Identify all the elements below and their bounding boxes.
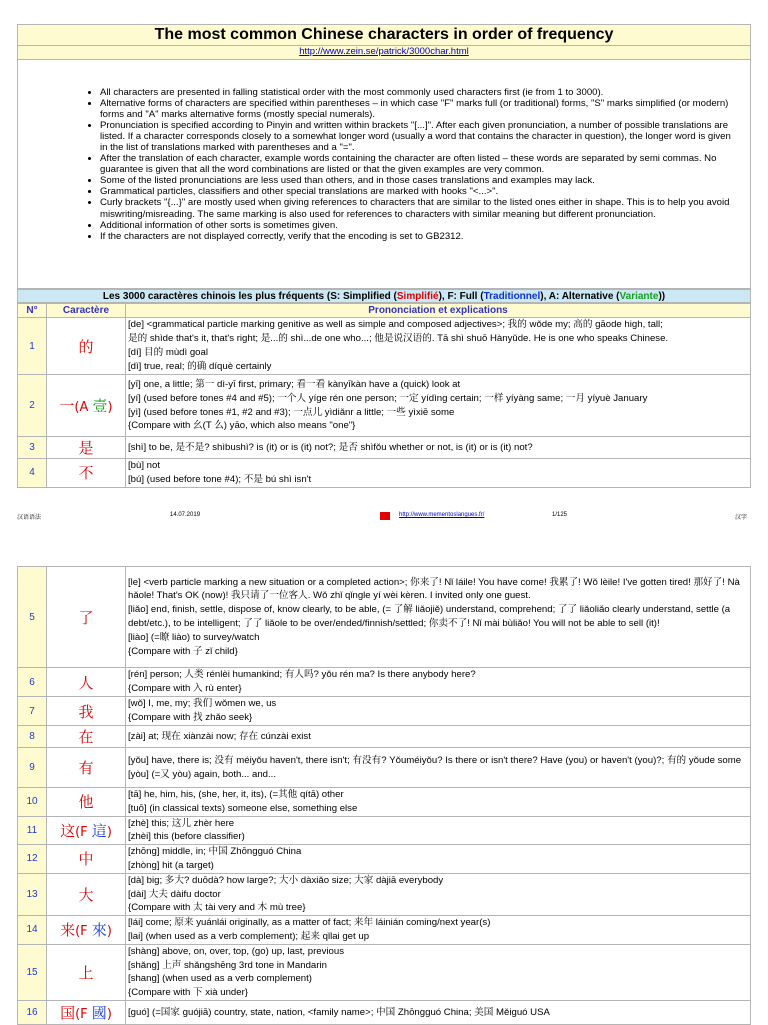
alt-form-close: ) — [106, 924, 112, 940]
row-character: 人 — [78, 673, 94, 692]
definition-line: {Compare with 子 zǐ child} — [128, 645, 238, 657]
definition-line: [bù] not — [128, 460, 161, 471]
definition-line: {Compare with 太 tài very and 木 mù tree} — [128, 902, 306, 914]
title-bar — [17, 24, 751, 60]
row-definition — [126, 459, 751, 488]
row-character: 的 — [78, 337, 94, 356]
definition-line: [zhòng] hit (a target) — [128, 859, 214, 871]
row-character-cell — [47, 816, 126, 845]
table-row — [18, 697, 751, 726]
table-row — [18, 845, 751, 874]
row-definition — [126, 1000, 751, 1024]
alt-form-close: ) — [106, 824, 112, 840]
definition-line: [zhōng] middle, in; 中国 Zhōngguó China — [128, 846, 302, 858]
page-footer — [17, 510, 751, 524]
row-character: 大 — [78, 885, 94, 904]
table-row — [18, 668, 751, 697]
definition-line: [lái] come; 原来 yuánlái originally, as a matter of fact; 来年 láinián coming/next year(s) — [128, 917, 491, 929]
table-row — [18, 944, 751, 1000]
table-page-1 — [17, 303, 751, 488]
table-row — [18, 916, 751, 945]
table-title-suffix: )) — [658, 291, 666, 302]
row-character-cell — [47, 697, 126, 726]
row-alt-form — [75, 1003, 112, 1022]
intro-bullet: • Grammatical particles, classifiers and other special translations are marked with hooks "<...>". — [100, 186, 740, 197]
table-title — [17, 289, 751, 303]
row-character-cell — [47, 944, 126, 1000]
row-character: 上 — [78, 963, 94, 982]
table-title-prefix: Les 3000 caractères chinois les plus fréquents (S: Simplified ( — [102, 291, 397, 302]
definition-line: [dài] 大夫 dàifu doctor — [128, 888, 221, 900]
alt-form-marker: (F — [75, 924, 92, 940]
row-character: 这 — [60, 821, 76, 840]
footer-left: 汉语语法 — [17, 515, 42, 521]
alt-form-close: ) — [106, 1006, 112, 1022]
row-character-cell — [47, 788, 126, 817]
row-definition — [126, 916, 751, 945]
footer-link[interactable]: http://www.mementoslangues.fr/ — [399, 512, 485, 518]
row-character-cell — [47, 845, 126, 874]
row-alt-form — [75, 921, 112, 940]
row-number: 13 — [18, 873, 47, 915]
row-number: 4 — [18, 459, 47, 488]
row-definition — [126, 437, 751, 459]
table-row — [18, 816, 751, 845]
alt-form-close: ) — [107, 400, 113, 415]
row-number: 1 — [18, 318, 47, 375]
row-number: 8 — [18, 726, 47, 748]
table-title-mid2: ), A: Alternative ( — [540, 291, 620, 302]
row-character-cell — [47, 318, 126, 375]
definition-line: [yǒu] have, there is; 没有 méiyǒu haven't, there isn't; 有没有? Yǒuméiyǒu? Is there or isn't there? Have (you) or haven't (you)?; 有的 yǒude some — [128, 754, 742, 766]
definition-line: [zhè] this; 这儿 zhèr here — [128, 817, 235, 829]
column-header-num: N° — [18, 304, 47, 318]
legend-traditionnel: Traditionnel — [483, 291, 541, 302]
character-table-top — [17, 303, 751, 488]
legend-variante: Variante — [619, 291, 659, 302]
table-row — [18, 788, 751, 817]
definition-line: [shì] to be, 是不是? shìbushì? is (it) or is (it) not?; 是否 shìfǒu whether or not, is (it) or is (it) not? — [128, 441, 533, 453]
row-definition — [126, 668, 751, 697]
row-number: 15 — [18, 944, 47, 1000]
row-character-cell — [47, 748, 126, 788]
row-definition — [126, 788, 751, 817]
row-character: 我 — [78, 702, 94, 721]
intro-section — [17, 60, 751, 289]
row-character: 他 — [78, 793, 94, 812]
definition-line: [dì] true, real; 的确 díquè certainly — [128, 360, 272, 372]
row-character-cell — [47, 1000, 126, 1024]
definition-line: [liǎo] end, finish, settle, dispose of, know clearly, to be able, (= 了解 liǎojiě) understand, comprehend; 了了 liǎoliǎo clearly understand, settle (a debt/etc.), to be intelligent; 了了 liǎole to be over/ended/finnish/settled; 你卖不了! Nǐ mài bùliǎo! You will not be able to sell (it)! — [128, 604, 731, 629]
row-character: 一 — [59, 397, 75, 415]
table-row — [18, 726, 751, 748]
intro-bullet: • Alternative forms of characters are specified within parentheses – in which case "F" marks full (or traditional) forms, "S" marks simplified (or modern) forms and "A" marks alternative forms (mostly special numerals). — [100, 98, 740, 120]
definition-line: [yòu] (=又 yòu) again, both... and... — [128, 768, 276, 780]
definition-line: {Compare with 找 zhǎo seek} — [128, 712, 253, 723]
row-definition — [126, 375, 751, 437]
row-number: 5 — [18, 567, 47, 668]
row-definition — [126, 873, 751, 915]
row-number: 2 — [18, 375, 47, 437]
row-character: 来 — [60, 921, 76, 940]
definition-line: [rén] person; 人类 rénlèi humankind; 有人吗? yǒu rén ma? Is there anybody here? — [128, 669, 476, 681]
definition-line: [zài] at; 现在 xiànzài now; 存在 cúnzài exist — [128, 730, 311, 742]
definition-line: [bú] (used before tone #4); 不是 bú shì isn't — [128, 473, 312, 485]
intro-bullet: • If the characters are not displayed correctly, verify that the encoding is set to GB2312. — [100, 231, 740, 242]
table-row — [18, 873, 751, 915]
row-number: 7 — [18, 697, 47, 726]
row-character-cell — [47, 437, 126, 459]
row-number: 10 — [18, 788, 47, 817]
footer-page: 1/125 — [552, 512, 568, 518]
row-number: 12 — [18, 845, 47, 874]
source-link[interactable]: http://www.zein.se/patrick/3000char.html — [299, 46, 469, 57]
definition-line: [yī] one, a little; 第一 dì-yī first, primary; 看一看 kànyīkàn have a (quick) look at — [128, 378, 461, 390]
definition-line: [wǒ] I, me, my; 我们 wǒmen we, us — [128, 698, 277, 710]
definition-line: [le] <verb particle marking a new situation or a completed action>; 你来了! Nǐ láile! You have come! 我累了! Wǒ lèile! I've gotten tired! 那好了! Nà hǎole! That's OK (now)! 我只请了一位客人. Wǒ zhǐ qǐngle yí wèi kèren. I invited only one guest. — [128, 576, 740, 602]
intro-bullet: • All characters are presented in falling statistical order with the most commonly used characters first (ie from 1 to 3000). — [100, 87, 740, 98]
row-character: 是 — [78, 439, 94, 457]
alt-form-character: 國 — [91, 1003, 107, 1022]
row-character-cell — [47, 916, 126, 945]
row-character: 有 — [78, 759, 94, 777]
alt-form-character: 來 — [91, 921, 107, 940]
footer-right: 汉字 — [735, 515, 748, 521]
footer-date: 14.07.2019 — [170, 512, 201, 518]
alt-form-marker: (F — [75, 824, 92, 840]
row-character-cell — [47, 567, 126, 668]
column-header-pron: Prononciation et explications — [126, 304, 751, 318]
table-row — [18, 567, 751, 668]
intro-bullet: • Some of the listed pronunciations are less used than others, and in those cases translations and examples may lack. — [100, 175, 740, 186]
row-definition — [126, 845, 751, 874]
column-header-row — [18, 304, 751, 318]
definition-line: {Compare with 下 xià under} — [128, 987, 248, 999]
row-alt-form — [75, 821, 112, 840]
row-definition — [126, 697, 751, 726]
definition-line: [yí] (used before tones #4 and #5); 一个人 yíge rén one person; 一定 yídìng certain; 一样 yíyàng same; 一月 yíyuè January — [128, 392, 648, 404]
row-character: 不 — [78, 464, 94, 483]
definition-line: {Compare with 入 rù enter} — [128, 683, 242, 694]
character-table-bottom — [17, 566, 751, 1025]
row-character: 在 — [78, 728, 94, 746]
table-title-mid1: ), F: Full ( — [438, 291, 484, 302]
row-number: 11 — [18, 816, 47, 845]
url-row — [18, 45, 750, 58]
definition-line: [shàng] above, on, over, top, (go) up, last, previous — [128, 945, 344, 957]
row-definition — [126, 944, 751, 1000]
row-character: 了 — [78, 608, 94, 627]
definition-line: [zhèi] this (before classifier) — [128, 831, 245, 843]
row-alt-form — [74, 397, 113, 415]
row-definition — [126, 816, 751, 845]
row-definition — [126, 567, 751, 668]
definition-line: [dí] 目的 mùdì goal — [128, 347, 208, 358]
intro-bullet: • After the translation of each character, example words containing the character are often listed – these words are separated by semi commas. No guarantee is given that all the word combinations are listed or that the given examples are very common. — [100, 153, 740, 175]
row-number: 9 — [18, 748, 47, 788]
row-character: 国 — [60, 1003, 76, 1022]
row-number: 3 — [18, 437, 47, 459]
alt-form-character: 壹 — [92, 397, 108, 415]
table-row — [18, 1000, 751, 1024]
intro-bullet: • Curly brackets "{...}" are mostly used when giving references to characters that are similar to the listed ones either in shape. This is to help you avoid miswriting/misreading. The same marking is also used for references to characters with similar meaning but different pronunciation. — [100, 197, 740, 219]
alt-form-marker: (A — [74, 400, 93, 415]
intro-bullet: • Additional information of other sorts is sometimes given. — [100, 220, 740, 231]
definition-line: [de] <grammatical particle marking genitive as well as simple and composed adjectives>; 我的 wǒde my; 高的 gāode high, tall; — [128, 319, 663, 331]
definition-line: 是的 shìde that's it, that's right; 是...的 shì...de one who...; 他是说汉语的. Tā shì shuō Hànyǔde. He is one who speaks Chinese. — [128, 333, 669, 345]
table-row — [18, 437, 751, 459]
footer-red-box — [380, 512, 390, 520]
table-page-2 — [17, 566, 751, 1025]
row-character: 中 — [78, 850, 94, 869]
intro-list — [18, 87, 750, 242]
row-number: 6 — [18, 668, 47, 697]
definition-line: [guó] (=国家 guójiā) country, state, nation, <family name>; 中国 Zhōngguó China; 美国 Měiguó USA — [128, 1006, 550, 1018]
definition-line: [shang] (when used as a verb complement) — [128, 973, 312, 985]
row-number: 16 — [18, 1000, 47, 1024]
definition-line: {Compare with 幺(T 么) yāo, which also means "one"} — [128, 420, 356, 432]
definition-line: [tā] he, him, his, (she, her, it, its), (=其他 qítā) other — [128, 789, 344, 800]
definition-line: [yì] (used before tones #1, #2 and #3); 一点儿 yìdiǎnr a little; 一些 yìxiē some — [128, 406, 455, 418]
table-row — [18, 318, 751, 375]
intro-bullet: • Pronunciation is specified according to Pinyin and written within brackets "[...]". After each given pronunciation, a number of possible translations are listed. If a character corresponds closely to a somewhat longer word (usually a word that contains the character in question), the longer word is given in the list of translations marked with parentheses and a "=". — [100, 120, 740, 153]
alt-form-marker: (F — [75, 1006, 92, 1022]
row-character-cell — [47, 873, 126, 915]
definition-line: [liào] (=瞭 liào) to survey/watch — [128, 631, 260, 643]
row-definition — [126, 318, 751, 375]
table-row — [18, 375, 751, 437]
row-definition — [126, 726, 751, 748]
row-definition — [126, 748, 751, 788]
page-title: The most common Chinese characters in order of frequency — [154, 26, 614, 43]
table-row — [18, 459, 751, 488]
column-header-char: Caractère — [47, 304, 126, 318]
row-character-cell — [47, 726, 126, 748]
row-character-cell — [47, 459, 126, 488]
row-number: 14 — [18, 916, 47, 945]
legend-simplifie: Simplifié — [396, 291, 439, 302]
row-character-cell — [47, 668, 126, 697]
alt-form-character: 這 — [91, 821, 107, 840]
row-character-cell — [47, 375, 126, 437]
definition-line: [dà] big; 多大? duōdà? how large?; 大小 dàxiǎo size; 大家 dàjiā everybody — [128, 874, 444, 886]
table-row — [18, 748, 751, 788]
definition-line: [lai] (when used as a verb complement); 起来 qǐlai get up — [128, 930, 370, 942]
definition-line: [tuō] (in classical texts) someone else, something else — [128, 802, 358, 814]
definition-line: [shǎng] 上声 shǎngshēng 3rd tone in Mandarin — [128, 959, 327, 971]
